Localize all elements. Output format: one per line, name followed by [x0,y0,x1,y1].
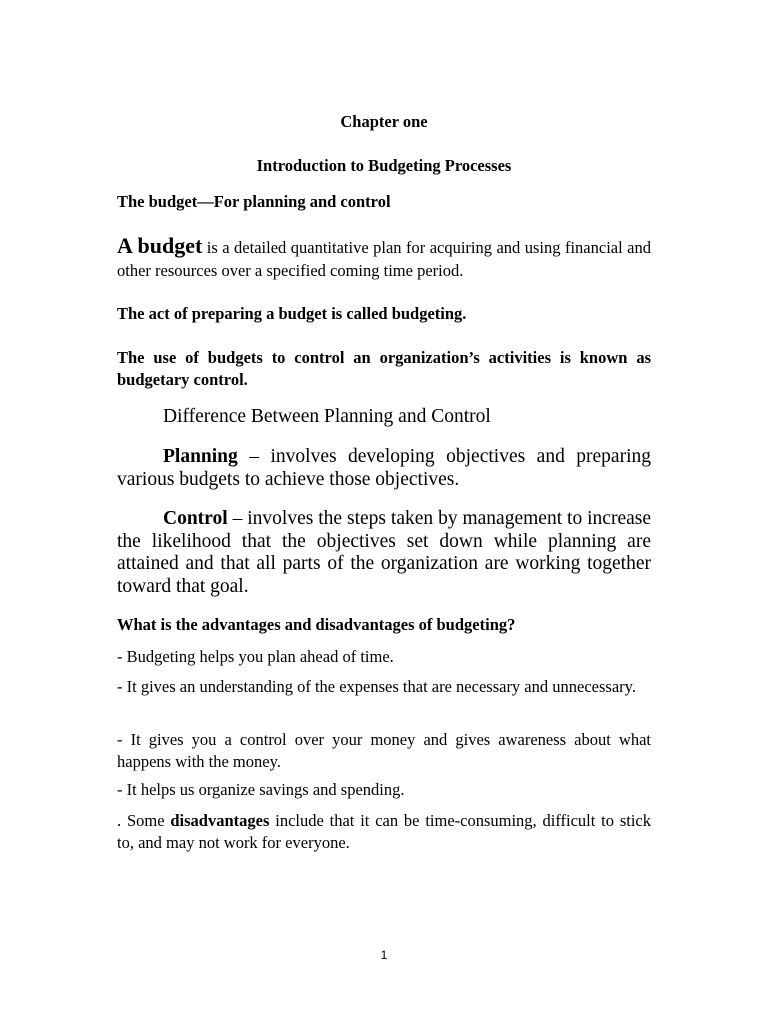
planning-text: – involves developing objectives and preparing various budgets to achieve those objectives. [117,446,651,490]
budgeting-definition: The act of preparing a budget is called budgeting. [117,304,467,323]
advantages-question: What is the advantages and disadvantages of budgeting? [117,615,516,634]
disadvantages-paragraph [117,810,651,854]
advantage-item-1: - Budgeting helps you plan ahead of time. [117,647,394,666]
budget-definition-paragraph [117,234,651,282]
disadvantages-prefix: . Some [117,811,171,830]
chapter-title: Introduction to Budgeting Processes [256,156,512,175]
control-term: Control [163,508,228,529]
advantage-item-4: - It helps us organize savings and spending. [117,780,405,799]
budget-term: A budget [117,233,203,258]
section-heading: The budget—For planning and control [117,192,391,211]
difference-heading: Difference Between Planning and Control [163,406,491,427]
disadvantages-text: include that it can be time-consuming, difficult to stick to, and may not work for everyone. [117,811,652,852]
disadvantages-term: disadvantages [170,811,270,830]
control-text: – involves the steps taken by management to increase the likelihood that the objectives set down while planning are attained and that all parts of the organization are working together toward that goal. [117,508,651,597]
budget-definition-text: is a detailed quantitative plan for acquiring and using financial and other resources over a specified coming time period. [117,238,651,280]
budgetary-control-definition: The use of budgets to control an organization’s activities is known as budgetary control. [117,348,651,389]
advantage-item-2: - It gives an understanding of the expenses that are necessary and unnecessary. [117,677,636,696]
page-number: 1 [380,948,388,962]
advantage-item-3: - It gives you a control over your money and gives awareness about what happens with the money. [117,730,651,771]
planning-term: Planning [163,446,238,467]
control-paragraph [117,508,651,598]
planning-paragraph [117,446,651,491]
chapter-label: Chapter one [340,112,428,131]
